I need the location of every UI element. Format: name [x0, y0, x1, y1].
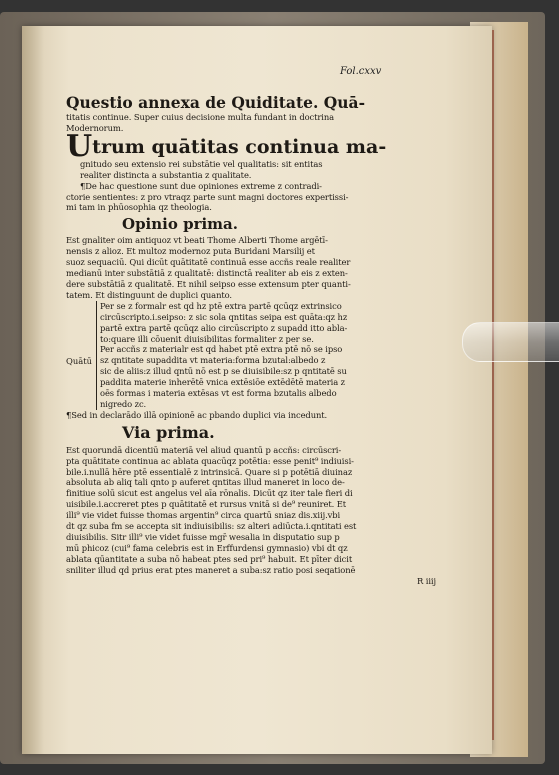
title-line: Modernorum.: [66, 122, 124, 133]
intro-line: mi tam in phūosophia qz theologia.: [66, 202, 212, 213]
via-line: illi⁹ vie videt fuisse thomas argentin⁹ circa quartū sniaz dis.xiij.vbi: [66, 510, 341, 521]
initial-letter: U: [66, 128, 93, 164]
quatu-line: oēs formas i materia extēsas vt est forma bzutalis albedo: [100, 388, 337, 399]
heading-text: trum quātitas continua ma-: [92, 135, 387, 158]
via-line: diuisibilis. Sitr illi⁹ vie videt fuisse mgr̄ wesalia in disputatio sup p: [66, 532, 340, 542]
quatu-line: sz qntitate supaddita vt materia:forma bzutal:albedo z: [100, 355, 326, 366]
via-line: absoluta ab aliq tali qnto p auferet qntitas illud maneret in loco de-: [66, 477, 345, 488]
opinio-line: suoz sequaciū. Qui dicūt quātitatē continuā esse accñs reale realiter: [66, 257, 351, 268]
question-title: Questio annexa de Quiditate. Quā-: [66, 93, 366, 112]
page-text-block: [66, 68, 444, 587]
intro-line: ctorie sentientes: z pro vtraqz parte sunt magni doctores expertissi-: [66, 191, 349, 202]
via-line: dt qz suba fm se accepta sit indiuisibilis: sz alteri adiūcta.i.qntitati est: [66, 521, 357, 532]
heading-line: realiter distincta a substantia z qualitate.: [80, 169, 252, 180]
quatu-label: Quātū: [66, 355, 93, 366]
via-line: uisibile.i.accreret ptes p quātitatē et rursus vnitā si de⁹ reuniret. Et: [66, 499, 347, 510]
opinio-line: dere substātiā z qualitatē. Et nihil seipso esse extensum pter quanti-: [66, 278, 351, 289]
quatu-line: nigredo zc.: [100, 398, 147, 409]
opinio-line: tatem. Et distinguunt de duplici quanto.: [66, 289, 232, 300]
intro-line: ¶De hac questione sunt due opiniones extreme z contradi-: [80, 180, 322, 191]
quatu-body: [96, 301, 444, 410]
quatu-line: Per accñs z materialr est qd habet ptē extra ptē nō se ipso: [100, 344, 343, 355]
opinio-line: nensis z alioz. Et multoz modernoz puta Buridani Marsilij et: [66, 246, 315, 257]
opinio-heading: Opinio prima.: [122, 215, 238, 234]
via-line: ablata qūantitate a suba nō habeat ptes sed pri⁹ habuit. Et pīter dicit: [66, 553, 353, 564]
quatu-line: to:quare illi cōuenit diuisibilitas formaliter z per se.: [100, 333, 314, 344]
opinio-line: Est gnaliter oim antiquoz vt beati Thome Alberti Thome argētī-: [66, 235, 328, 246]
title-line: titatis continue. Super cuius decisione multa fundant in doctrina: [66, 112, 335, 122]
via-line: Est quorundā dicentiū materiā vel aliud quantū p accñs: circūscri-: [66, 444, 342, 455]
quatu-line: partē extra partē qcūqz alio circūscripto z supadd itto abla-: [100, 322, 348, 333]
folio-number: Fol.cxxv: [340, 66, 382, 77]
via-line: mū phicoz (cui⁹ fama celebris est in Erffurdensi gymnasio) vbi dt qz: [66, 542, 348, 553]
via-heading: Via prima.: [122, 422, 215, 442]
quatu-bracket-section: [66, 301, 444, 410]
quatu-line: circūscripto.i.seipso: z sic sola qntitas seipa est quāta:qz hz: [100, 311, 348, 322]
quatu-line: Per se z formalr est qd hz ptē extra partē qcūqz extrinsico: [100, 300, 342, 311]
via-line: finitiue solū sicut est angelus vel aīa rōnalis. Dicūt qz iter tale fieri di: [66, 488, 353, 499]
quatu-line: paddita materie inherētē vnica extēsiōe extēdētē materia z: [100, 377, 345, 388]
book-page: [22, 26, 492, 754]
page-gutter: [22, 26, 44, 754]
signature-mark: R iiij: [416, 575, 436, 586]
opinio-line: medianū inter substātiā z qualitatē: distinctā realiter ab eis z exten-: [66, 268, 348, 279]
heading-line: gnitudo seu extensio rei substātie vel qualitatis: sit entitas: [80, 158, 323, 169]
via-line: bile.i.nullā hēre ptē essentialē z intrinsicā. Quare si p potētiā diuinaz: [66, 466, 353, 477]
glass-page-weight: [462, 322, 559, 362]
sed-line: ¶Sed in declarādo illā opinionē ac pbando duplici via incedunt.: [66, 409, 328, 420]
via-line: sniliter illud qd prius erat ptes maneret a suba:sz ratio posi seqationē: [66, 564, 356, 575]
via-line: pta quātitate continua ac ablata quacūqz potētia: esse penit⁹ indiuisi-: [66, 455, 354, 466]
quatu-line: sic de aliis:z illud qntū nō est p se diuisibile:sz p qntitatē su: [100, 366, 347, 377]
